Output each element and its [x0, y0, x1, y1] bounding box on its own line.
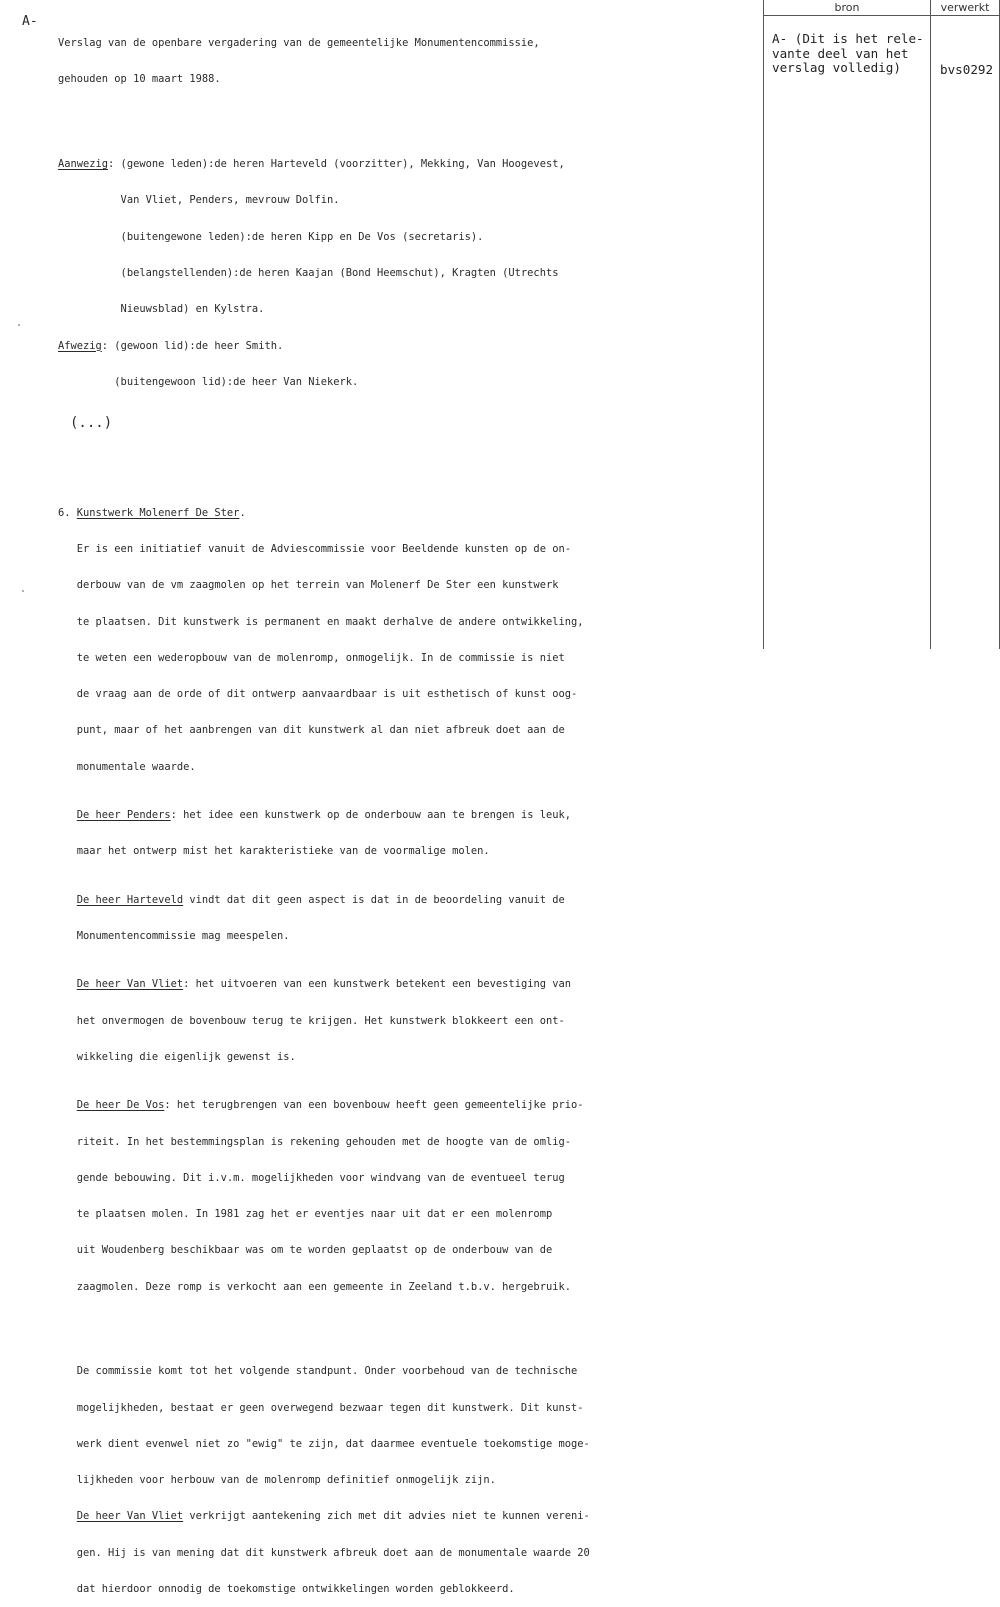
- column-divider: [930, 0, 931, 649]
- absent-line: Afwezig: (gewoon lid):de heer Smith.: [58, 339, 284, 352]
- speaker-line: De heer De Vos: het terugbrengen van een bovenbouw heeft geen gemeentelijke prio-: [76, 1099, 584, 1112]
- absent-label: Afwezig: [58, 339, 102, 352]
- speaker-name: De heer Van Vliet: [76, 1510, 184, 1523]
- header-line: Verslag van de openbare vergadering van de gemeentelijke Monumentencommissie,: [58, 37, 540, 50]
- speaker-line: het onvermogen de bovenbouw terug te krijgen. Het kunstwerk blokkeert een ont-: [58, 1014, 565, 1027]
- speaker-line: De heer Van Vliet verkrijgt aantekening zich met dit advies niet te kunnen vereni-: [76, 1510, 590, 1523]
- item-6-title: Kunstwerk Molenerf De Ster: [76, 506, 240, 519]
- present-line: Nieuwsblad) en Kylstra.: [58, 303, 265, 316]
- scan-speck: [22, 590, 24, 592]
- speaker-line: dat hierdoor onnodig de toekomstige ontwikkelingen worden geblokkeerd.: [58, 1583, 515, 1595]
- meeting-minutes-body: [58, 13, 748, 1607]
- column-divider: [763, 0, 764, 649]
- speaker-line: gen. Hij is van mening dat dit kunstwerk afbreuk doet aan de monumentale waarde 20: [58, 1546, 590, 1559]
- bron-note: A- (Dit is het rele- vante deel van het verslag volledig): [772, 31, 924, 76]
- present-label: Aanwezig: [58, 158, 109, 171]
- speaker-name: De heer Penders: [76, 809, 171, 821]
- verwerkt-header: verwerkt: [940, 1, 990, 14]
- standpoint-line: De commissie komt tot het volgende standpunt. Onder voorbehoud van de technische: [58, 1365, 578, 1378]
- present-line: Van Vliet, Penders, mevrouw Dolfin.: [58, 194, 340, 207]
- header-line: gehouden op 10 maart 1988.: [58, 73, 221, 86]
- present-line: (belangstellenden):de heren Kaajan (Bond Heemschut), Kragten (Utrechts: [58, 266, 559, 279]
- speaker-line: wikkeling die eigenlijk gewenst is.: [58, 1050, 296, 1063]
- standpoint-line: lijkheden voor herbouw van de molenromp definitief onmogelijk zijn.: [58, 1474, 496, 1487]
- item-6-heading: 6. Kunstwerk Molenerf De Ster.: [58, 506, 246, 519]
- standpoint-line: mogelijkheden, bestaat er geen overwegend bezwaar tegen dit kunstwerk. Dit kunst-: [58, 1401, 584, 1414]
- speaker-line: uit Woudenberg beschikbaar was om te worden geplaatst op de onderbouw van de: [58, 1244, 553, 1257]
- scan-speck: [18, 324, 20, 326]
- verwerkt-reference: bvs0292: [940, 62, 994, 77]
- present-line: (buitengewone leden):de heren Kipp en De Vos (secretaris).: [58, 230, 484, 243]
- speaker-line: De heer Penders: het idee een kunstwerk op de onderbouw aan te brengen is leuk,: [76, 809, 571, 821]
- intro-line: te plaatsen. Dit kunstwerk is permanent en maakt derhalve de andere ontwikkeling,: [58, 615, 584, 628]
- speaker-line: De heer Harteveld vindt dat dit geen aspect is dat in de beoordeling vanuit de: [76, 893, 565, 906]
- intro-line: monumentale waarde.: [58, 760, 196, 773]
- speaker-line: te plaatsen molen. In 1981 zag het er eventjes naar uit dat er een molenromp: [58, 1208, 553, 1221]
- absent-line: (buitengewoon lid):de heer Van Niekerk.: [58, 375, 359, 388]
- intro-line: de vraag aan de orde of dit ontwerp aanvaardbaar is uit esthetisch of kunst oog-: [58, 688, 578, 701]
- present-line: Aanwezig: (gewone leden):de heren Harteveld (voorzitter), Mekking, Van Hoogevest,: [58, 158, 565, 171]
- speaker-line: zaagmolen. Deze romp is verkocht aan een gemeente in Zeeland t.b.v. hergebruik.: [58, 1280, 571, 1293]
- standpoint-line: werk dient evenwel niet zo "ewig" te zijn, dat daarmee eventuele toekomstige moge-: [58, 1437, 590, 1450]
- omission-mark: (...): [70, 415, 113, 432]
- speaker-line: maar het ontwerp mist het karakteristieke van de voormalige molen.: [58, 845, 490, 858]
- intro-line: punt, maar of het aanbrengen van dit kunstwerk al dan niet afbreuk doet aan de: [58, 724, 565, 737]
- speaker-name: De heer Harteveld: [76, 893, 184, 906]
- header-rule: [763, 15, 1000, 16]
- bron-header: bron: [834, 1, 860, 14]
- speaker-line: De heer Van Vliet: het uitvoeren van een kunstwerk betekent een bevestiging van: [76, 978, 571, 991]
- speaker-name: De heer De Vos: [76, 1099, 165, 1112]
- speaker-line: riteit. In het bestemmingsplan is rekening gehouden met de hoogte van de omlig-: [58, 1135, 571, 1148]
- intro-line: derbouw van de vm zaagmolen op het terrein van Molenerf De Ster een kunstwerk: [58, 579, 559, 592]
- intro-line: te weten een wederopbouw van de molenromp, onmogelijk. In de commissie is niet: [58, 651, 565, 664]
- speaker-line: Monumentencommissie mag meespelen.: [58, 929, 290, 942]
- speaker-line: gende bebouwing. Dit i.v.m. mogelijkheden voor windvang van de eventueel terug: [58, 1171, 565, 1184]
- intro-line: Er is een initiatief vanuit de Adviescommissie voor Beeldende kunsten op de on-: [58, 542, 571, 555]
- speaker-name: De heer Van Vliet: [76, 978, 184, 991]
- margin-mark: A-: [22, 14, 38, 29]
